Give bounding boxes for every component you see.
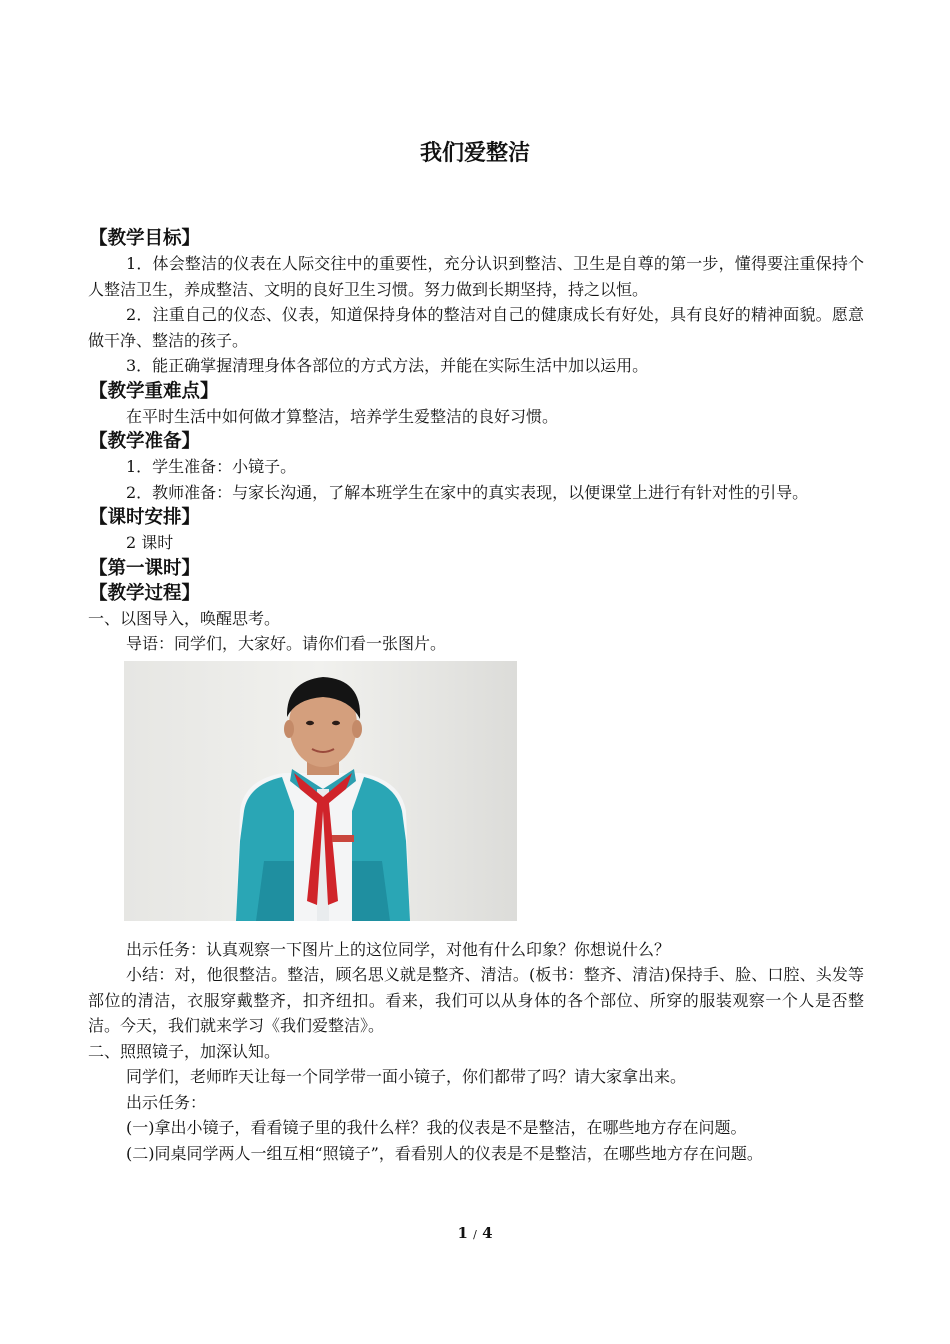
- section-heading-process: 【教学过程】: [89, 582, 201, 604]
- student-photo: [124, 661, 517, 921]
- step-2-intro: 同学们，老师昨天让每一个同学带一面小镜子，你们都带了吗？请大家拿出来。: [126, 1067, 687, 1086]
- section-heading-preparation: 【教学准备】: [89, 431, 201, 452]
- section-heading-schedule: 【课时安排】: [89, 507, 201, 528]
- step-1-intro: 导语：同学们，大家好。请你们看一张图片。: [126, 634, 447, 653]
- section-heading-key-points: 【教学重难点】: [89, 380, 219, 402]
- paragraph-schedule: 2 课时: [126, 533, 174, 552]
- total-pages: 4: [482, 1224, 493, 1242]
- page-number: [0, 1224, 950, 1242]
- step-2-task-2: (二)同桌同学两人一组互相“照镜子”，看看别人的仪表是不是整洁，在哪些地方存在问题。: [126, 1143, 763, 1163]
- step-1-summary: 小结：对，他很整洁。整洁，顾名思义就是整齐、清洁。(板书：整齐、清洁)保持手、脸、口腔、头发等部位的清洁，衣服穿戴整齐，扣齐纽扣。看来，我们可以从身体的各个部位、所穿的服装观察一个人是否整洁。今天，我们就来学习《我们爱整洁》。: [88, 965, 864, 1035]
- section-heading-lesson-1: 【第一课时】: [89, 557, 201, 579]
- paragraph-key-points: 在平时生活中如何做才算整洁，培养学生爱整洁的良好习惯。: [126, 406, 559, 426]
- document-body: [88, 226, 864, 1166]
- paragraph-prep-1: 1．学生准备：小镜子。: [126, 457, 297, 476]
- document-title: 我们爱整洁: [419, 141, 530, 166]
- step-1-title: 一、以图导入，唤醒思考。: [88, 608, 281, 628]
- paragraph-goal-2: 2．注重自己的仪态、仪表，知道保持身体的整洁对自己的健康成长有好处，具有良好的精神面貌。愿意做干净、整洁的孩子。: [88, 305, 864, 350]
- paragraph-prep-2: 2．教师准备：与家长沟通，了解本班学生在家中的真实表现，以便课堂上进行有针对性的引导。: [126, 482, 809, 502]
- paragraph-goal-1: 1．体会整洁的仪表在人际交往中的重要性，充分认识到整洁、卫生是自尊的第一步，懂得要注重保持个人整洁卫生，养成整洁、文明的良好卫生习惯。努力做到长期坚持，持之以恒。: [88, 254, 864, 299]
- step-2-task-1: (一)拿出小镜子，看看镜子里的我什么样？我的仪表是不是整洁，在哪些地方存在问题。: [126, 1118, 747, 1137]
- step-2-title: 二、照照镜子，加深认知。: [88, 1041, 281, 1061]
- step-1-task: 出示任务：认真观察一下图片上的这位同学，对他有什么印象？你想说什么？: [126, 939, 671, 959]
- section-heading-goals: 【教学目标】: [89, 228, 201, 249]
- step-2-task-label: 出示任务：: [126, 1092, 207, 1112]
- page-separator: /: [473, 1228, 477, 1241]
- paragraph-goal-3: 3．能正确掌握清理身体各部位的方式方法，并能在实际生活中加以运用。: [126, 356, 649, 375]
- current-page: 1: [457, 1224, 468, 1242]
